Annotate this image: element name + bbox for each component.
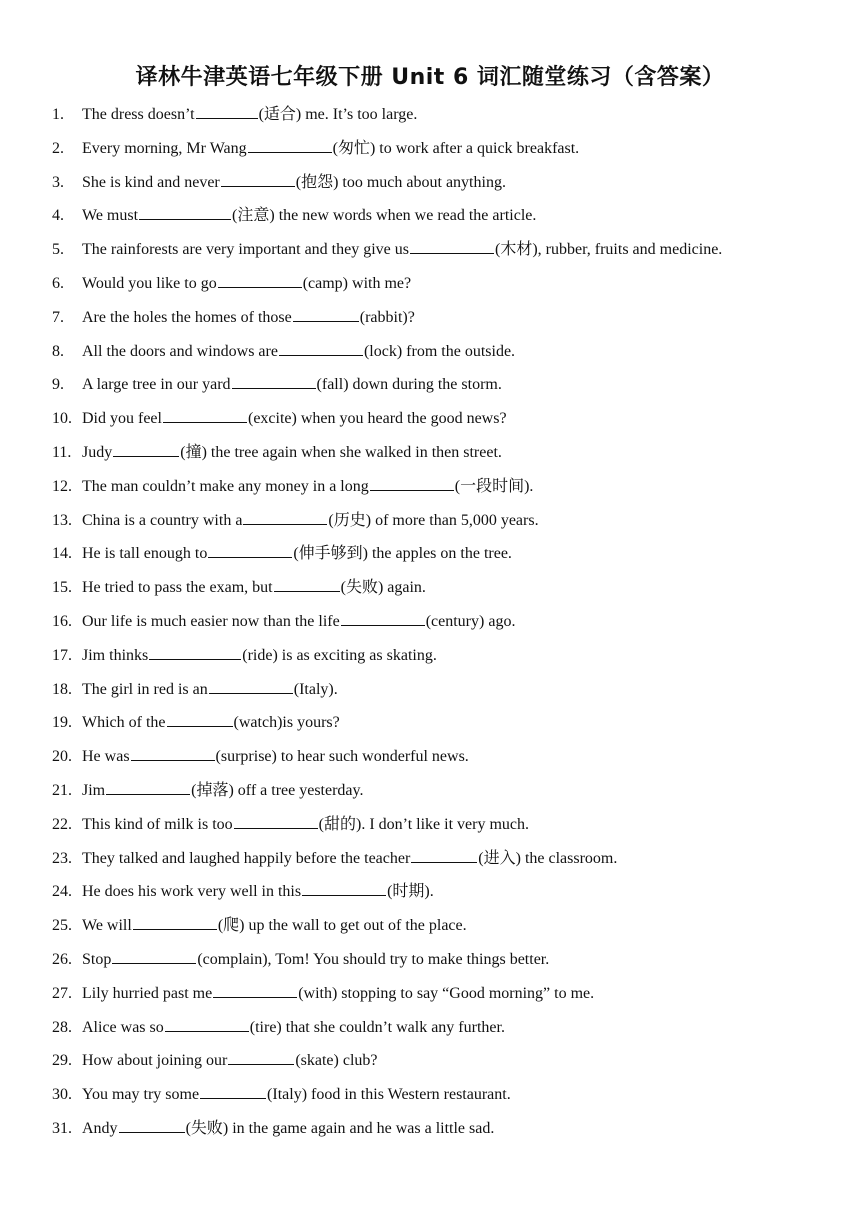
item-text-after: (匆忙) to work after a quick breakfast. — [332, 139, 580, 157]
answer-blank[interactable] — [248, 135, 332, 153]
item-number: 26. — [52, 950, 72, 968]
item-number: 12. — [52, 477, 72, 495]
item-text-after: (适合) me. It’s too large. — [258, 106, 418, 123]
item-text-after: (爬) up the wall to get out of the place. — [217, 917, 467, 935]
item-number: 3. — [52, 173, 64, 191]
item-text-before: They talked and laughed happily before the teacher — [82, 849, 411, 867]
exercise-item — [0, 134, 860, 168]
exercise-item — [0, 506, 860, 540]
answer-blank[interactable] — [163, 405, 247, 423]
item-text-before: All the doors and windows are — [82, 342, 278, 360]
exercise-item — [0, 641, 860, 675]
item-number: 4. — [52, 207, 64, 225]
item-text-before: He is tall enough to — [82, 545, 208, 563]
answer-blank[interactable] — [370, 473, 454, 491]
item-text-before: Alice was so — [82, 1018, 164, 1036]
answer-blank[interactable] — [234, 811, 318, 829]
item-text-before: Jim — [82, 781, 106, 799]
item-text-after: (camp) with me? — [302, 274, 412, 292]
item-text — [82, 134, 579, 164]
answer-blank[interactable] — [113, 439, 179, 457]
item-number: 11. — [52, 443, 72, 461]
item-text-before: China is a country with a — [82, 511, 243, 529]
item-text-after: (伸手够到) the apples on the tree. — [293, 545, 512, 563]
item-text-after: (Italy) food in this Western restaurant. — [267, 1086, 511, 1104]
exercise-item — [0, 404, 860, 438]
item-number: 16. — [52, 612, 72, 630]
exercise-item — [0, 810, 860, 844]
exercise-list — [0, 100, 860, 1148]
item-text-before: Our life is much easier now than the life — [82, 612, 340, 630]
item-text-after: (century) ago. — [425, 612, 516, 630]
item-number: 5. — [52, 241, 64, 259]
exercise-item — [0, 235, 860, 269]
item-text — [82, 404, 507, 434]
item-text — [82, 810, 529, 840]
answer-blank[interactable] — [410, 236, 494, 254]
exercise-item — [0, 201, 860, 235]
item-number: 6. — [52, 274, 64, 292]
answer-blank[interactable] — [208, 540, 292, 558]
item-text-before: She is kind and never — [82, 173, 220, 191]
item-number: 23. — [52, 849, 72, 867]
item-text — [82, 742, 469, 772]
answer-blank[interactable] — [149, 642, 241, 660]
exercise-item — [0, 1013, 860, 1047]
item-text-after: (甜的). I don’t like it very much. — [318, 815, 530, 833]
item-text — [82, 1046, 378, 1076]
item-text-after: (木材), rubber, fruits and medicine. — [495, 241, 723, 259]
item-text-after: (fall) down during the storm. — [316, 376, 502, 394]
exercise-item — [0, 877, 860, 911]
item-text-after: (一段时间). — [454, 477, 534, 495]
answer-blank[interactable] — [279, 338, 363, 356]
item-text-after: (历史) of more than 5,000 years. — [328, 511, 539, 529]
page-title: 译林牛津英语七年级下册 Unit 6 词汇随堂练习（含答案） — [135, 65, 725, 90]
item-text — [82, 337, 515, 367]
answer-blank[interactable] — [232, 371, 316, 389]
answer-blank[interactable] — [165, 1014, 249, 1032]
item-text-after: (watch)is yours? — [233, 714, 340, 732]
item-text — [82, 100, 417, 130]
item-text-before: He was — [82, 748, 130, 766]
item-number: 14. — [52, 545, 72, 563]
exercise-item — [0, 438, 860, 472]
item-text-after: (lock) from the outside. — [363, 342, 516, 360]
item-text — [82, 438, 502, 468]
item-text — [82, 168, 506, 198]
item-text — [82, 303, 415, 333]
item-text — [82, 472, 533, 502]
answer-blank[interactable] — [200, 1081, 266, 1099]
exercise-item — [0, 337, 860, 371]
item-text — [82, 370, 502, 400]
answer-blank[interactable] — [411, 845, 477, 863]
item-text-after: (时期). — [387, 883, 434, 901]
item-number: 9. — [52, 376, 64, 394]
exercise-item — [0, 844, 860, 878]
item-text-before: Andy — [82, 1119, 118, 1137]
item-text-after: (with) stopping to say “Good morning” to me. — [298, 984, 595, 1002]
exercise-item — [0, 472, 860, 506]
exercise-item — [0, 1114, 860, 1148]
exercise-item — [0, 303, 860, 337]
exercise-item — [0, 911, 860, 945]
item-text — [82, 1080, 511, 1110]
item-number: 2. — [52, 139, 64, 157]
item-text-after: (tire) that she couldn’t walk any further. — [249, 1018, 505, 1036]
item-text-before: Judy — [82, 443, 113, 461]
item-number: 20. — [52, 748, 72, 766]
item-text — [82, 945, 549, 975]
item-text-before: Are the holes the homes of those — [82, 308, 292, 326]
item-text — [82, 877, 434, 907]
exercise-item — [0, 945, 860, 979]
exercise-item — [0, 1046, 860, 1080]
answer-blank[interactable] — [221, 169, 295, 187]
exercise-item — [0, 742, 860, 776]
answer-blank[interactable] — [341, 608, 425, 626]
item-text-before: We must — [82, 207, 139, 225]
answer-blank[interactable] — [209, 676, 293, 694]
item-text — [82, 539, 512, 569]
item-text-before: The girl in red is an — [82, 680, 208, 698]
exercise-item — [0, 979, 860, 1013]
item-number: 27. — [52, 984, 72, 1002]
item-text-before: The rainforests are very important and they give us — [82, 241, 409, 259]
exercise-item — [0, 776, 860, 810]
item-text-before: The man couldn’t make any money in a long — [82, 477, 369, 495]
answer-blank[interactable] — [274, 574, 340, 592]
item-text-after: (掉落) off a tree yesterday. — [191, 781, 364, 799]
exercise-item — [0, 675, 860, 709]
item-text-after: (rabbit)? — [359, 308, 415, 326]
answer-blank[interactable] — [302, 878, 386, 896]
item-text-after: (撞) the tree again when she walked in then street. — [180, 443, 502, 461]
item-number: 13. — [52, 511, 72, 529]
exercise-item — [0, 100, 860, 134]
exercise-item — [0, 708, 860, 742]
item-text-before: Did you feel — [82, 410, 162, 428]
item-number: 30. — [52, 1086, 72, 1104]
item-text-after: (excite) when you heard the good news? — [247, 410, 507, 428]
item-text-before: Lily hurried past me — [82, 984, 213, 1002]
item-text-before: He tried to pass the exam, but — [82, 579, 273, 597]
item-number: 24. — [52, 883, 72, 901]
item-text — [82, 675, 338, 705]
exercise-item — [0, 607, 860, 641]
item-text-before: He does his work very well in this — [82, 883, 302, 901]
item-text — [82, 979, 594, 1009]
exercise-item — [0, 269, 860, 303]
item-text — [82, 235, 722, 265]
exercise-item — [0, 370, 860, 404]
answer-blank[interactable] — [243, 507, 327, 525]
item-text-before: Jim thinks — [82, 646, 149, 664]
item-text-after: (complain), Tom! You should try to make things better. — [197, 950, 550, 968]
item-text — [82, 844, 617, 874]
item-number: 8. — [52, 342, 64, 360]
item-number: 25. — [52, 917, 72, 935]
answer-blank[interactable] — [196, 101, 258, 119]
item-text — [82, 573, 426, 603]
answer-blank[interactable] — [133, 912, 217, 930]
answer-blank[interactable] — [119, 1115, 185, 1133]
item-text — [82, 607, 515, 637]
answer-blank[interactable] — [167, 709, 233, 727]
item-text-before: The dress doesn’t — [82, 106, 195, 123]
item-text-after: (skate) club? — [295, 1052, 378, 1070]
item-number: 19. — [52, 714, 72, 732]
item-text-before: This kind of milk is too — [82, 815, 233, 833]
item-number: 18. — [52, 680, 72, 698]
item-text-before: Stop — [82, 950, 112, 968]
answer-blank[interactable] — [112, 946, 196, 964]
exercise-item — [0, 539, 860, 573]
exercise-item — [0, 573, 860, 607]
item-text — [82, 506, 539, 536]
item-text-before: A large tree in our yard — [82, 376, 231, 394]
answer-blank[interactable] — [228, 1047, 294, 1065]
item-text-after: (ride) is as exciting as skating. — [242, 646, 437, 664]
item-text-before: Which of the — [82, 714, 166, 732]
item-text — [82, 201, 536, 231]
item-text-after: (失败) in the game again and he was a little sad. — [185, 1119, 495, 1137]
answer-blank[interactable] — [131, 743, 215, 761]
item-text-before: You may try some — [82, 1086, 200, 1104]
answer-blank[interactable] — [213, 980, 297, 998]
item-text-before: Would you like to go — [82, 274, 217, 292]
item-text — [82, 776, 364, 806]
item-number: 1. — [52, 106, 64, 123]
item-number: 31. — [52, 1119, 72, 1137]
item-text — [82, 1114, 494, 1144]
item-text-before: We will — [82, 917, 132, 935]
answer-blank[interactable] — [293, 304, 359, 322]
item-text-after: (Italy). — [293, 680, 338, 698]
item-number: 17. — [52, 646, 72, 664]
answer-blank[interactable] — [218, 270, 302, 288]
item-number: 22. — [52, 815, 72, 833]
item-text-before: Every morning, Mr Wang — [82, 139, 247, 157]
item-text — [82, 641, 437, 671]
item-text-before: How about joining our — [82, 1052, 228, 1070]
item-text — [82, 911, 467, 941]
item-text — [82, 1013, 505, 1043]
item-text-after: (注意) the new words when we read the article. — [232, 207, 537, 225]
item-text-after: (surprise) to hear such wonderful news. — [215, 748, 469, 766]
answer-blank[interactable] — [106, 777, 190, 795]
item-text-after: (失败) again. — [340, 579, 426, 597]
item-text — [82, 708, 340, 738]
item-number: 10. — [52, 410, 72, 428]
item-text-after: (进入) the classroom. — [478, 849, 618, 867]
item-number: 15. — [52, 579, 72, 597]
answer-blank[interactable] — [139, 202, 231, 220]
item-number: 21. — [52, 781, 72, 799]
exercise-item — [0, 1080, 860, 1114]
item-text — [82, 269, 411, 299]
exercise-item — [0, 168, 860, 202]
item-number: 7. — [52, 308, 64, 326]
item-number: 28. — [52, 1018, 72, 1036]
item-number: 29. — [52, 1052, 72, 1070]
item-text-after: (抱怨) too much about anything. — [295, 173, 506, 191]
